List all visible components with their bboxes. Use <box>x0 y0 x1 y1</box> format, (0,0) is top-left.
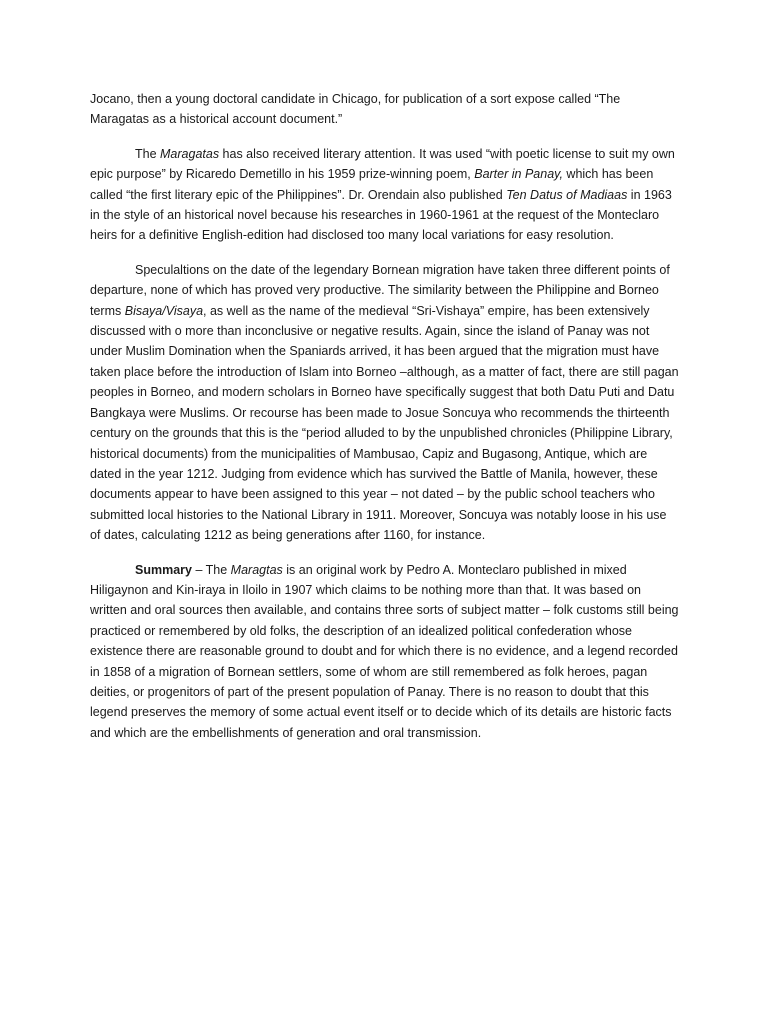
italic-title-maragatas: Maragatas <box>160 146 220 161</box>
paragraph-summary <box>90 560 680 744</box>
text-run: , as well as the name of the medieval “Sri-Vishaya” empire, has been extensively discussed with o more than inconclusive or negative results. Again, since the island of Panay was not under Muslim Domination when the Spaniards arrived, it has been argued that the migration must have taken place before the introduction of Islam into Borneo –although, as a matter of fact, there are still pagan peoples in Borneo, and modern scholars in Borneo have specifically suggest that both Datu Puti and Datu Bangkaya were Muslims. Or recourse has been made to Josue Soncuya who recommends the thirteenth century on the grounds that this is the “period alluded to by the unpublished chronicles (Philippine Library, historical documents) from the municipalities of Mambusao, Capiz and Bugasong, Antique, which are dated in the year 1212. Judging from evidence which has survived the Battle of Manila, however, these documents appear to have been assigned to this year – not dated – by the public school teachers who submitted local histories to the National Library in 1911. Moreover, Soncuya was notably loose in his use of dates, calculating 1212 as being generations after 1160, for instance. <box>90 303 679 543</box>
summary-heading: Summary <box>135 562 192 577</box>
italic-title-ten-datus: Ten Datus of Madiaas <box>506 187 628 202</box>
document-page <box>90 89 680 757</box>
paragraph-jocano <box>90 89 680 130</box>
italic-title-maragtas: Maragtas <box>230 562 283 577</box>
paragraph-literary-attention <box>90 144 680 246</box>
text-run: The <box>135 146 161 161</box>
paragraph-speculations <box>90 260 680 546</box>
text-run: in 1963 in the style of an historical novel because his researches in 1960-1961 at the request of the Monteclaro heirs for a definitive English-edition had disclosed too many local variations for easy resolution. <box>90 187 672 243</box>
text-run: Speculaltions on the date of the legendary Bornean migration have taken three different points of departure, none of which has proved very productive. The similarity between the Philippine and Borneo terms <box>90 262 670 318</box>
text-run: – The <box>191 562 231 577</box>
italic-term-bisaya: Bisaya/Visaya <box>124 303 204 318</box>
italic-title-barter-in-panay: Barter in Panay, <box>474 167 563 182</box>
text-run: which has been called “the first literary epic of the Philippines”. Dr. Orendain also published <box>90 167 654 202</box>
text-run: is an original work by Pedro A. Monteclaro published in mixed Hiligaynon and Kin-iraya in Iloilo in 1907 which claims to be nothing more than that. It was based on written and oral sources then available, and contains three sorts of subject matter – folk customs still being practiced or remembered by old folks, the description of an idealized political confederation whose existence there are reasonable ground to doubt and for which there is no evidence, and a legend recorded in 1858 of a migration of Bornean settlers, some of whom are still remembered as folk heroes, pagan deities, or progenitors of part of the present population of Panay. There is no reason to doubt that this legend preserves the memory of some actual event itself or to decide which of its details are historic facts and which are the embellishments of generation and oral transmission. <box>90 562 679 740</box>
paragraph-text: Jocano, then a young doctoral candidate in Chicago, for publication of a sort expose called “The Maragatas as a historical account document.” <box>90 92 621 127</box>
text-run: has also received literary attention. It was used “with poetic license to suit my own epic purpose” by Ricaredo Demetillo in his 1959 prize-winning poem, <box>90 146 675 182</box>
